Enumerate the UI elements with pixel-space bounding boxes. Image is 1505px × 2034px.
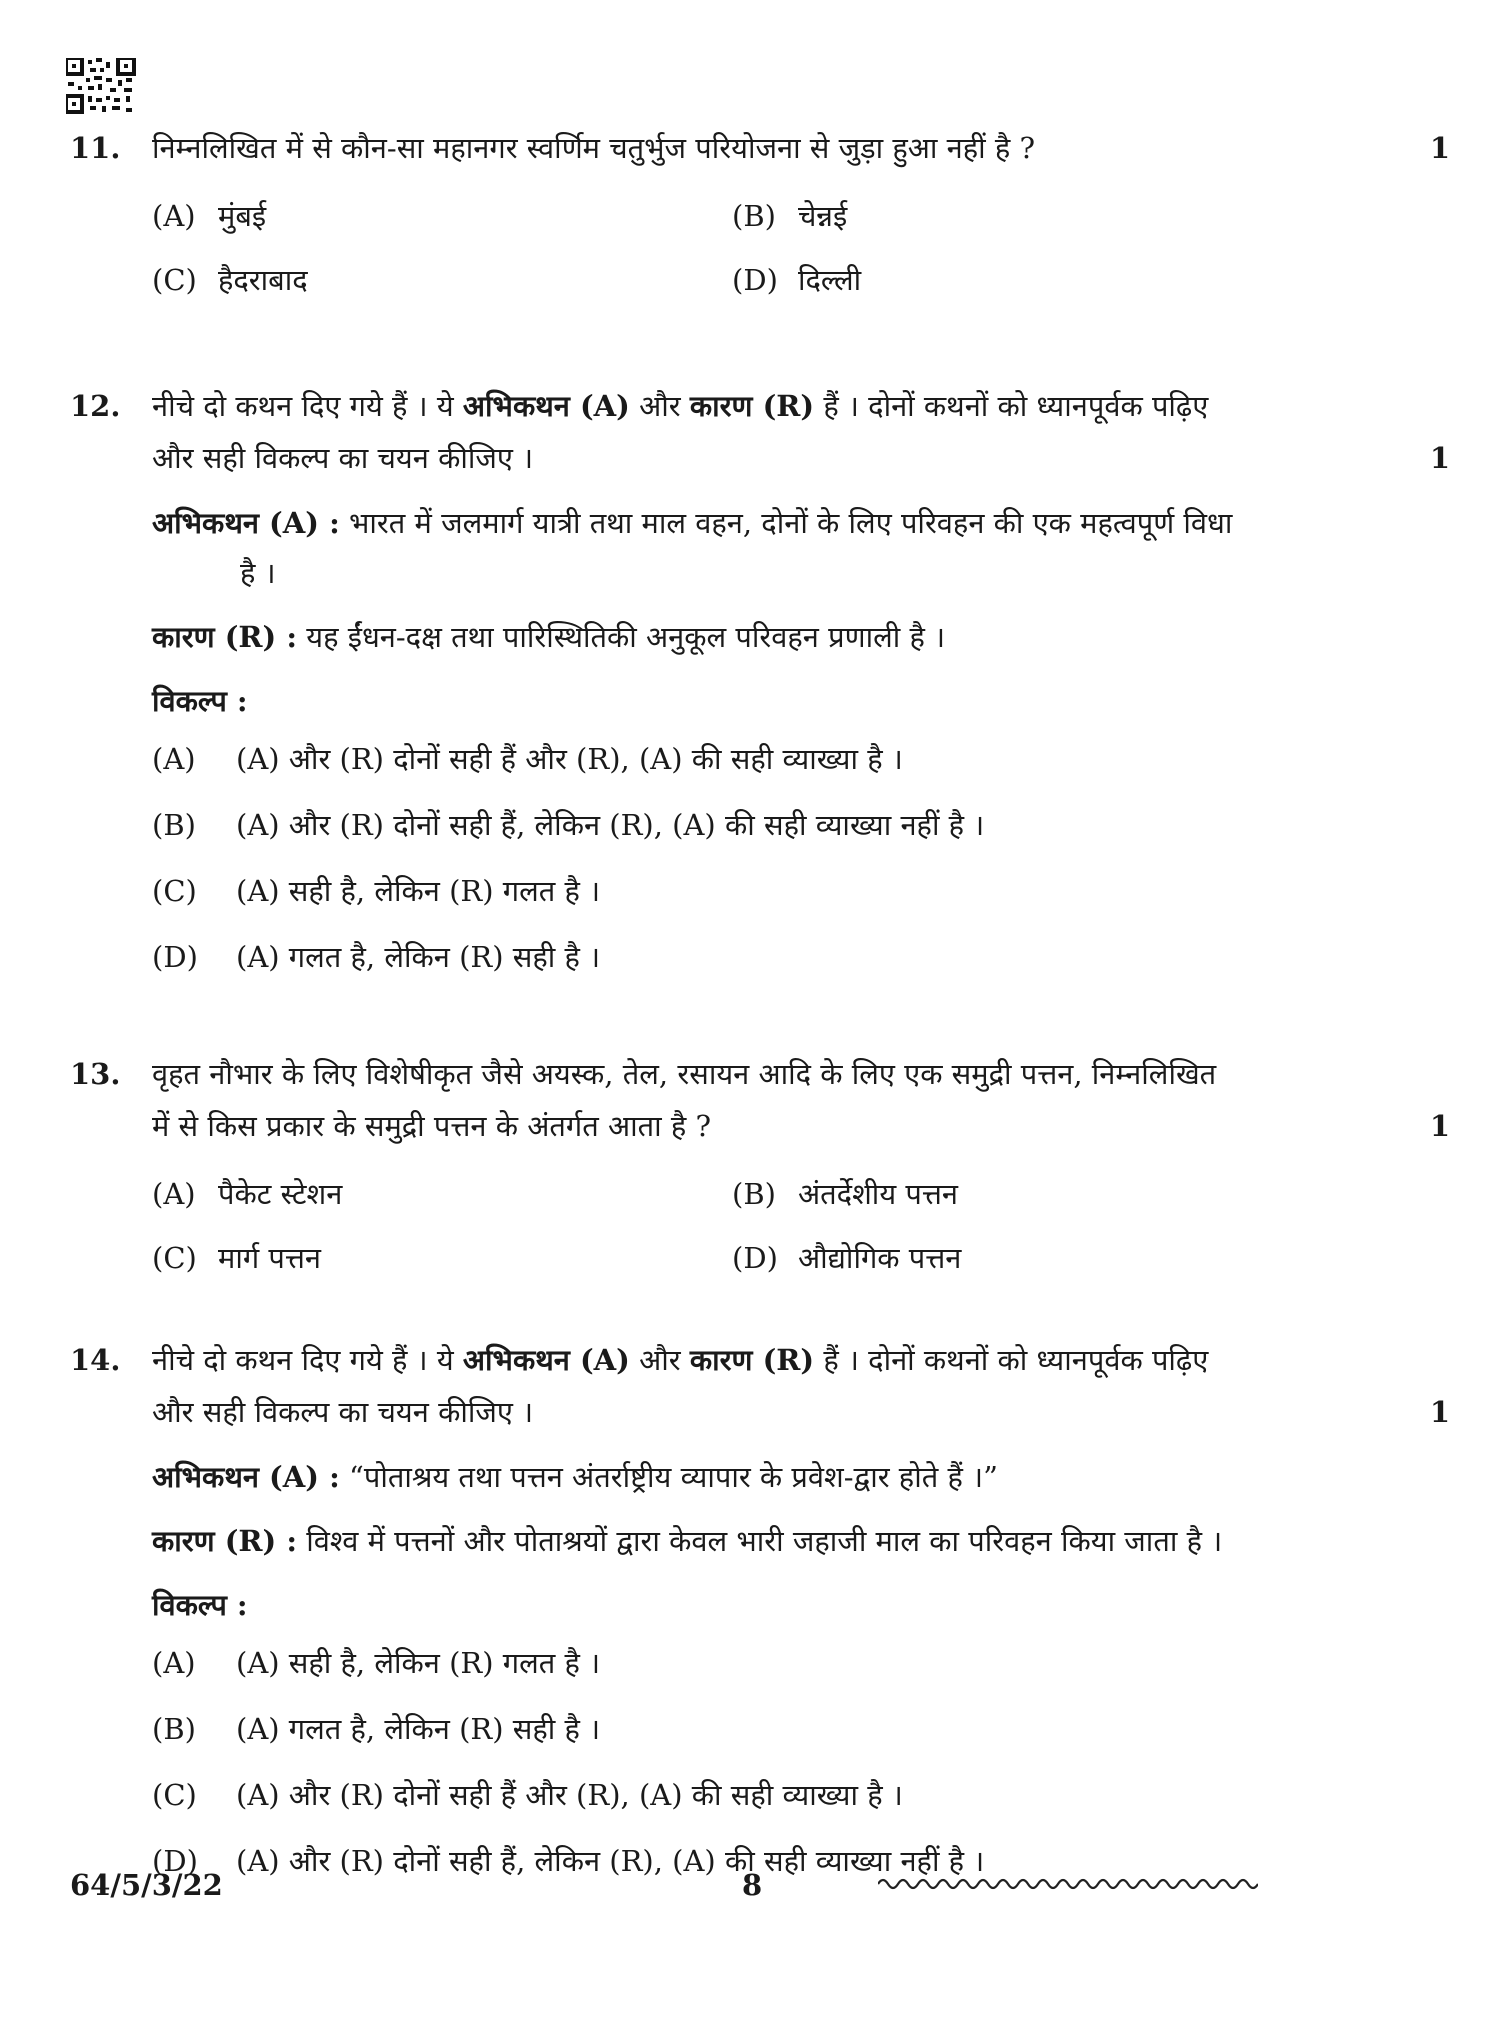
option-a (152, 726, 1450, 792)
option-text: मुंबई (218, 199, 267, 233)
option-text: (A) और (R) दोनों सही हैं और (R), (A) की सही व्याख्या है । (236, 1778, 903, 1812)
question-text-line-2 (70, 1100, 1450, 1152)
option-text: चेन्नई (798, 199, 848, 233)
intro-text: नीचे दो कथन दिए गये हैं । ये (152, 1343, 463, 1377)
assertion-term: अभिकथन (A) (462, 1343, 630, 1377)
option-text: हैदराबाद (218, 263, 308, 297)
option-letter: (A) (152, 742, 196, 776)
question-text (70, 380, 1450, 432)
page-number: 8 (742, 1868, 763, 1902)
question-text-line-2 (70, 1386, 1450, 1438)
option-letter: (D) (152, 1844, 198, 1878)
option-letter: (B) (732, 1177, 776, 1211)
option-text: पैकेट स्टेशन (218, 1177, 343, 1211)
option-c (152, 858, 1450, 924)
option-letter: (A) (152, 199, 196, 233)
question-text-line: में से किस प्रकार के समुद्री पत्तन के अंतर्गत आता है ? (152, 1109, 712, 1143)
option-b (152, 792, 1450, 858)
option-letter: (A) (152, 1646, 196, 1680)
options-list (152, 1630, 1450, 1894)
options-grid (152, 188, 1450, 308)
reason-label: कारण (R) : (152, 620, 298, 654)
option-text: (A) सही है, लेकिन (R) गलत है । (236, 1646, 601, 1680)
assertion-text: भारत में जलमार्ग यात्री तथा माल वहन, दोनों के लिए परिवहन की एक महत्वपूर्ण विधा (339, 506, 1233, 540)
option-b (732, 188, 1312, 244)
option-d (732, 1230, 1312, 1286)
option-letter: (B) (732, 199, 776, 233)
option-a (152, 188, 732, 244)
wavy-line-icon (878, 1874, 1258, 1894)
assertion-text: “पोताश्रय तथा पत्तन अंतर्राष्ट्रीय व्यापार के प्रवेश-द्वार होते हैं ।” (339, 1460, 998, 1494)
page-footer (70, 1868, 1450, 1918)
question-marks: 1 (1429, 131, 1450, 165)
question-text (70, 1334, 1450, 1386)
question-text-line-2 (70, 432, 1450, 484)
reason-label: कारण (R) : (152, 1524, 298, 1558)
question-12 (70, 380, 1450, 990)
option-text: (A) गलत है, लेकिन (R) सही है । (236, 1712, 601, 1746)
options-grid (152, 1166, 1450, 1286)
assertion-label: अभिकथन (A) : (152, 1460, 340, 1494)
question-13 (70, 1048, 1450, 1286)
option-text: (A) और (R) दोनों सही हैं, लेकिन (R), (A) की सही व्याख्या नहीं है । (236, 808, 985, 842)
option-c (152, 1762, 1450, 1828)
option-text: अंतर्देशीय पत्तन (798, 1177, 958, 1211)
option-c (152, 252, 732, 308)
option-d (732, 252, 1312, 308)
question-11 (70, 122, 1450, 308)
assertion-text-continued: है । (240, 556, 276, 590)
question-marks: 1 (1429, 1395, 1450, 1429)
reason-term: कारण (R) (689, 1343, 815, 1377)
option-text: दिल्ली (798, 263, 862, 297)
reason-statement (152, 612, 1450, 662)
option-letter: (A) (152, 1177, 196, 1211)
option-letter: (C) (152, 1778, 197, 1812)
option-letter: (B) (152, 1712, 196, 1746)
intro-text: नीचे दो कथन दिए गये हैं । ये (152, 389, 463, 423)
options-list (152, 726, 1450, 990)
reason-statement (152, 1516, 1450, 1566)
option-letter: (D) (732, 1241, 778, 1275)
question-marks: 1 (1429, 441, 1450, 475)
reason-text: विश्व में पत्तनों और पोताश्रयों द्वारा केवल भारी जहाजी माल का परिवहन किया जाता है । (297, 1524, 1223, 1558)
question-14 (70, 1334, 1450, 1894)
question-text (70, 1048, 1450, 1100)
option-a (152, 1630, 1450, 1696)
intro-text: और (629, 389, 690, 423)
option-b (732, 1166, 1312, 1222)
option-letter: (C) (152, 1241, 197, 1275)
question-marks: 1 (1429, 1109, 1450, 1143)
option-text: (A) और (R) दोनों सही हैं, लेकिन (R), (A) की सही व्याख्या नहीं है । (236, 1844, 985, 1878)
intro-text: हैं । दोनों कथनों को ध्यानपूर्वक पढ़िए (814, 389, 1209, 423)
options-label: विकल्प : (152, 684, 248, 718)
question-text-line: वृहत नौभार के लिए विशेषीकृत जैसे अयस्क, तेल, रसायन आदि के लिए एक समुद्री पत्तन, निम्नलिखित (152, 1057, 1217, 1091)
option-text: (A) और (R) दोनों सही हैं और (R), (A) की सही व्याख्या है । (236, 742, 903, 776)
option-text: (A) गलत है, लेकिन (R) सही है । (236, 940, 601, 974)
question-number: 14. (70, 1343, 121, 1377)
question-text (70, 122, 1450, 174)
intro-text: और सही विकल्प का चयन कीजिए । (152, 441, 534, 475)
reason-text: यह ईंधन-दक्ष तथा पारिस्थितिकी अनुकूल परिवहन प्रणाली है । (297, 620, 946, 654)
option-d (152, 924, 1450, 990)
option-a (152, 1166, 732, 1222)
option-letter: (C) (152, 874, 197, 908)
paper-code: 64/5/3/22 (70, 1868, 223, 1902)
option-text: मार्ग पत्तन (218, 1241, 322, 1275)
assertion-term: अभिकथन (A) (462, 389, 630, 423)
option-letter: (D) (152, 940, 198, 974)
option-text: औद्योगिक पत्तन (798, 1241, 962, 1275)
option-text: (A) सही है, लेकिन (R) गलत है । (236, 874, 601, 908)
assertion-statement (152, 1452, 1450, 1502)
option-b (152, 1696, 1450, 1762)
option-c (152, 1230, 732, 1286)
question-text-line: निम्नलिखित में से कौन-सा महानगर स्वर्णिम चतुर्भुज परियोजना से जुड़ा हुआ नहीं है ? (152, 131, 1036, 165)
question-number: 12. (70, 389, 121, 423)
option-letter: (D) (732, 263, 778, 297)
reason-term: कारण (R) (689, 389, 815, 423)
option-letter: (C) (152, 263, 197, 297)
question-number: 11. (70, 131, 121, 165)
intro-text: और (629, 1343, 690, 1377)
intro-text: और सही विकल्प का चयन कीजिए । (152, 1395, 534, 1429)
qr-code-icon (66, 58, 138, 114)
options-label: विकल्प : (152, 1588, 248, 1622)
question-number: 13. (70, 1057, 121, 1091)
intro-text: हैं । दोनों कथनों को ध्यानपूर्वक पढ़िए (814, 1343, 1209, 1377)
assertion-label: अभिकथन (A) : (152, 506, 340, 540)
assertion-statement (152, 498, 1450, 598)
option-letter: (B) (152, 808, 196, 842)
